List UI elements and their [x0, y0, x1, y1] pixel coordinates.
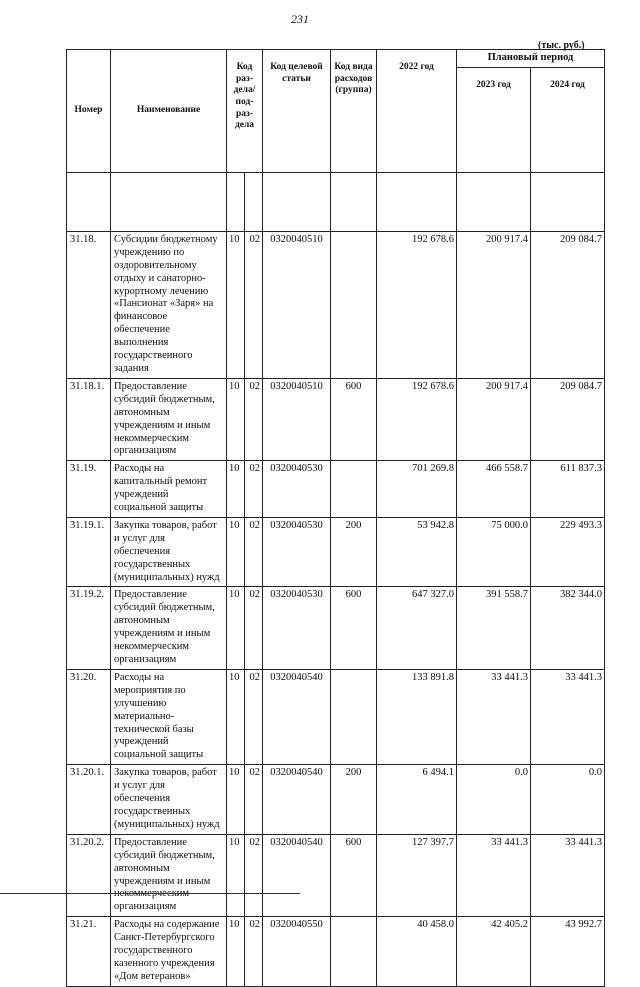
row-expense-type: 600: [331, 378, 377, 460]
row-value-2024: 382 344.0: [531, 587, 605, 669]
row-target-code: 0320040550: [263, 917, 331, 987]
row-value-2022: 127 397.7: [377, 834, 457, 916]
table-row: [67, 587, 605, 669]
table-row: [67, 378, 605, 460]
row-target-code: 0320040510: [263, 378, 331, 460]
row-expense-type: 200: [331, 765, 377, 835]
row-expense-type: [331, 917, 377, 987]
row-number: 31.21.: [67, 917, 111, 987]
row-expense-type: [331, 669, 377, 764]
row-number: 31.19.1.: [67, 517, 111, 587]
page-number: 231: [291, 12, 309, 26]
row-value-2024: 33 441.3: [531, 834, 605, 916]
row-value-2022: 53 942.8: [377, 517, 457, 587]
table-row: [67, 231, 605, 378]
header-year-2024: 2024 год: [531, 67, 605, 172]
row-value-2023: 33 441.3: [457, 834, 531, 916]
row-target-code: 0320040530: [263, 517, 331, 587]
row-name: Предоставление субсидий бюджетным, автономным учреждениям и иным некоммерческим организациям: [111, 587, 227, 669]
budget-table: [66, 49, 605, 987]
row-subsection: 02: [245, 834, 263, 916]
row-name: Расходы на капитальный ремонт учреждений социальной защиты: [111, 461, 227, 518]
row-value-2023: 200 917.4: [457, 378, 531, 460]
row-value-2024: 33 441.3: [531, 669, 605, 764]
row-name: Закупка товаров, работ и услуг для обеспечения государственных (муниципальных) нужд: [111, 517, 227, 587]
row-subsection: 02: [245, 231, 263, 378]
header-section-code: Код раз-дела/ под-раз-дела: [227, 50, 263, 173]
row-number: 31.19.2.: [67, 587, 111, 669]
row-value-2023: 391 558.7: [457, 587, 531, 669]
row-expense-type: 600: [331, 587, 377, 669]
footer-line: [0, 893, 300, 894]
row-number: 31.20.2.: [67, 834, 111, 916]
row-expense-type: 600: [331, 834, 377, 916]
row-name: Субсидии бюджетному учреждению по оздоровительному отдыху и санаторно-курортному лечению «Пансионат «Заря» на финансовое обеспечение выполнения государственного задания: [111, 231, 227, 378]
row-section: 10: [227, 587, 245, 669]
row-expense-type: [331, 231, 377, 378]
row-target-code: 0320040540: [263, 669, 331, 764]
header-name: Наименование: [111, 50, 227, 173]
row-subsection: 02: [245, 378, 263, 460]
row-name: Расходы на содержание Санкт-Петербургского государственного казенного учреждения «Дом ветеранов»: [111, 917, 227, 987]
header-row: [67, 50, 605, 68]
row-subsection: 02: [245, 517, 263, 587]
row-expense-type: [331, 461, 377, 518]
header-target-code: Код целевой статьи: [263, 50, 331, 173]
units-label: (тыс. руб.): [538, 40, 585, 51]
row-number: 31.20.: [67, 669, 111, 764]
row-subsection: 02: [245, 669, 263, 764]
row-target-code: 0320040510: [263, 231, 331, 378]
row-subsection: 02: [245, 917, 263, 987]
table-row: [67, 917, 605, 987]
row-number: 31.18.: [67, 231, 111, 378]
row-expense-type: 200: [331, 517, 377, 587]
row-value-2023: 466 558.7: [457, 461, 531, 518]
row-section: 10: [227, 917, 245, 987]
row-value-2024: 209 084.7: [531, 231, 605, 378]
row-subsection: 02: [245, 587, 263, 669]
table-row: [67, 517, 605, 587]
row-value-2022: 6 494.1: [377, 765, 457, 835]
row-value-2023: 0.0: [457, 765, 531, 835]
header-expense-type: Код вида расходов (группа): [331, 50, 377, 173]
row-section: 10: [227, 834, 245, 916]
row-value-2023: 42 405.2: [457, 917, 531, 987]
row-target-code: 0320040540: [263, 765, 331, 835]
row-section: 10: [227, 517, 245, 587]
table-row: [67, 834, 605, 916]
row-section: 10: [227, 461, 245, 518]
row-name: Расходы на мероприятия по улучшению материально-технической базы учреждений социальной защиты: [111, 669, 227, 764]
row-value-2023: 200 917.4: [457, 231, 531, 378]
row-target-code: 0320040530: [263, 461, 331, 518]
spacer-row: [67, 172, 605, 231]
row-value-2024: 229 493.3: [531, 517, 605, 587]
row-value-2024: 43 992.7: [531, 917, 605, 987]
row-value-2023: 33 441.3: [457, 669, 531, 764]
table-row: [67, 669, 605, 764]
row-value-2024: 611 837.3: [531, 461, 605, 518]
row-number: 31.18.1.: [67, 378, 111, 460]
table-row: [67, 765, 605, 835]
header-plan-period: Плановый период: [457, 50, 605, 68]
row-value-2022: 701 269.8: [377, 461, 457, 518]
row-value-2022: 192 678.6: [377, 378, 457, 460]
header-year-2022: 2022 год: [377, 50, 457, 173]
table-row: [67, 461, 605, 518]
row-target-code: 0320040540: [263, 834, 331, 916]
row-target-code: 0320040530: [263, 587, 331, 669]
row-subsection: 02: [245, 461, 263, 518]
row-section: 10: [227, 378, 245, 460]
row-name: Предоставление субсидий бюджетным, автономным учреждениям и иным организациям: [111, 834, 227, 916]
row-section: 10: [227, 231, 245, 378]
row-value-2022: 647 327.0: [377, 587, 457, 669]
row-name: Закупка товаров, работ и услуг для обеспечения государственных (муниципальных) нужд: [111, 765, 227, 835]
row-value-2022: 192 678.6: [377, 231, 457, 378]
row-section: 10: [227, 765, 245, 835]
row-value-2022: 133 891.8: [377, 669, 457, 764]
row-section: 10: [227, 669, 245, 764]
row-number: 31.19.: [67, 461, 111, 518]
row-value-2023: 75 000.0: [457, 517, 531, 587]
row-value-2024: 0.0: [531, 765, 605, 835]
row-value-2022: 40 458.0: [377, 917, 457, 987]
row-subsection: 02: [245, 765, 263, 835]
row-number: 31.20.1.: [67, 765, 111, 835]
row-value-2024: 209 084.7: [531, 378, 605, 460]
header-number: Номер: [67, 50, 111, 173]
header-year-2023: 2023 год: [457, 67, 531, 172]
row-name: Предоставление субсидий бюджетным, автономным учреждениям и иным некоммерческим организациям: [111, 378, 227, 460]
